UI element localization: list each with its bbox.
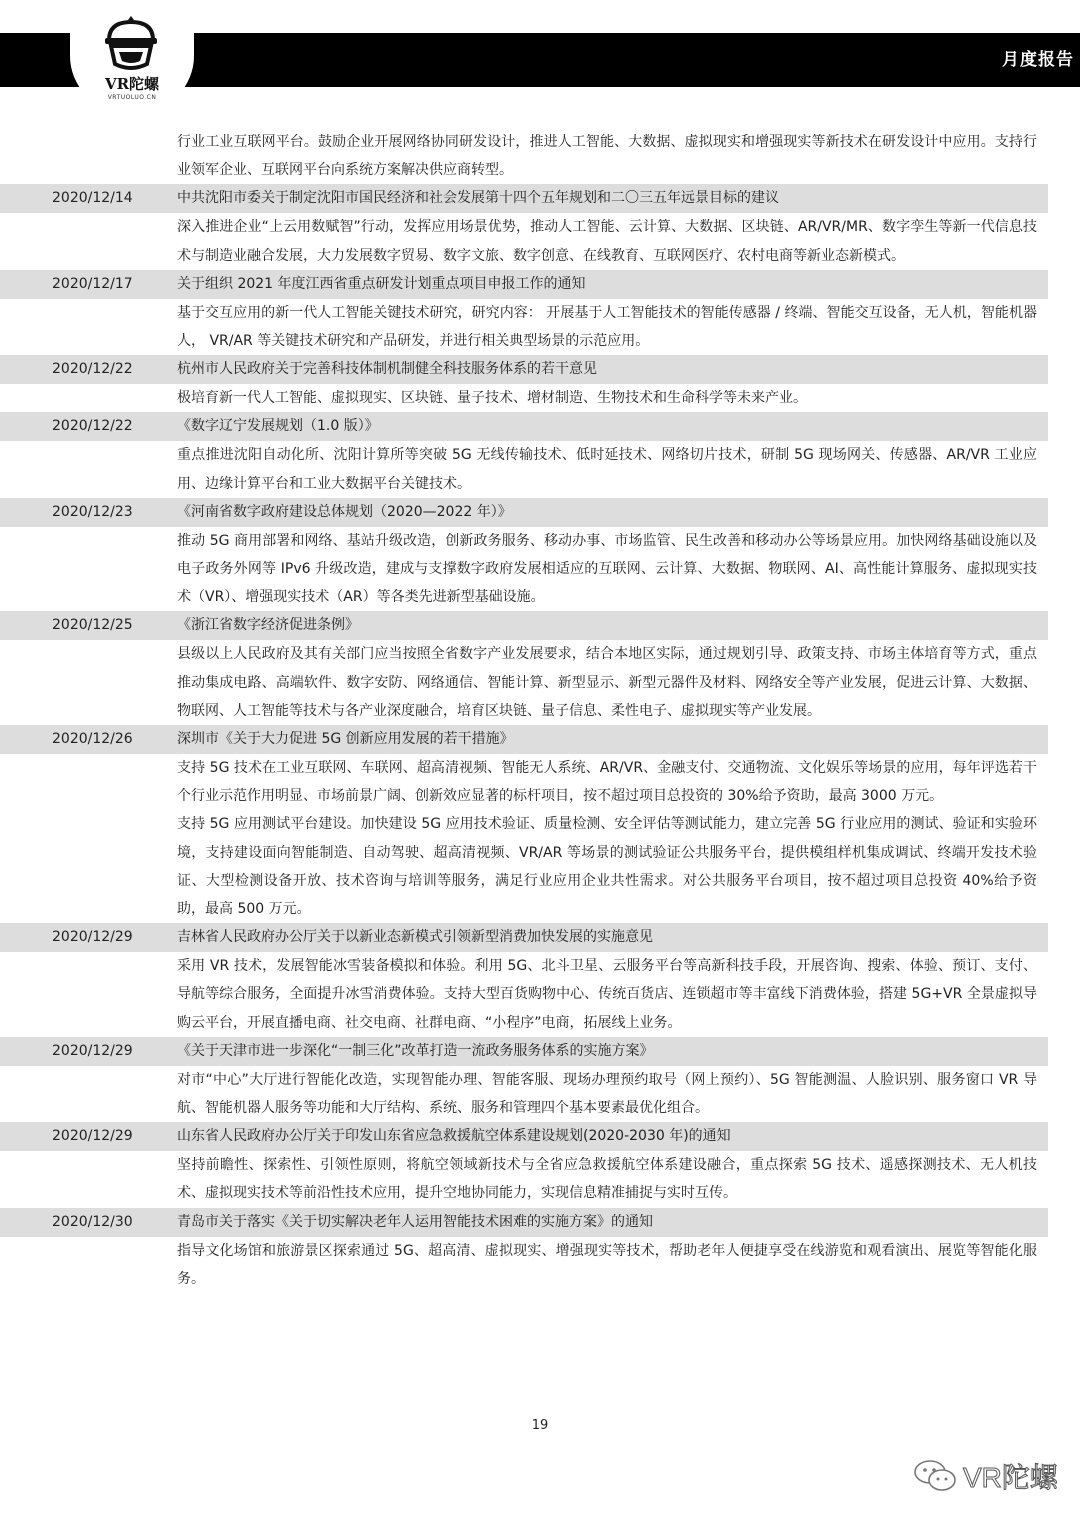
entry-date: 2020/12/29	[52, 1128, 133, 1145]
entry-date: 2020/12/29	[52, 1042, 133, 1059]
entry-date: 2020/12/23	[52, 503, 133, 520]
entry-paragraph: 支持 5G 技术在工业互联网、车联网、超高清视频、智能无人系统、AR/VR、金融支付、交通物流、文化娱乐等场景的应用，每年评选若干个行业示范作用明显、市场前景广阔、创新效应显著的标杆项目，按不超过项目总投资的 30%给予资助，最高 3000 万元。	[177, 760, 1037, 805]
entry-paragraph: 县级以上人民政府及其有关部门应当按照全省数字产业发展要求，结合本地区实际，通过规划引导、政策支持、市场主体培育等方式，重点推动集成电路、高端软件、数字安防、网络通信、智能计算、新型显示、新型元器件及材料、网络安全等产业发展，促进云计算、大数据、物联网、人工智能等技术与各产业深度融合，培育区块链、量子信息、柔性电子、虚拟现实等产业发展。	[177, 646, 1037, 719]
logo-url: VRTUOLUO.CN	[107, 94, 157, 101]
entry-header-row	[0, 611, 1048, 640]
policy-table	[0, 128, 1080, 1293]
entry-paragraph: 基于交互应用的新一代人工智能关键技术研究，研究内容： 开展基于人工智能技术的智能传感器 / 终端、智能交互设备，无人机，智能机器人， VR/AR 等关键技术研究和产品研发，并进行相关典型场景的示范应用。	[177, 304, 1037, 350]
entry-paragraph: 坚持前瞻性、探索性、引领性原则，将航空领域新技术与全省应急救援航空体系建设融合，重点探索 5G 技术、遥感探测技术、无人机技术、虚拟现实技术等前沿性技术应用，提升空地协同能力，实现信息精准捕捉与实时互传。	[177, 1157, 1037, 1202]
entry-date: 2020/12/22	[52, 418, 133, 435]
logo-wordmark: VR陀螺	[104, 75, 160, 93]
entry-header-row	[0, 1122, 1048, 1151]
helmet-logo-icon	[101, 14, 161, 76]
entry-date: 2020/12/29	[52, 929, 133, 946]
entry-header-row	[0, 498, 1048, 527]
entry-paragraph: 支持 5G 应用测试平台建设。加快建设 5G 应用技术验证、质量检测、安全评估等测试能力，建立完善 5G 行业应用的测试、验证和实验环境，支持建设面向智能制造、自动驾驶、超高清视频、VR/AR 等场景的测试验证公共服务平台，提供模组样机集成调试、终端开发技术验证、大型检测设备开放、技术咨询与培训等服务，满足行业应用企业共性需求。对公共服务平台项目，按不超过项目总投资 40%给予资助，最高 500 万元。	[177, 816, 1037, 918]
entries-list	[0, 184, 1080, 1293]
entry-paragraph: 对市“中心”大厅进行智能化改造，实现智能办理、智能客服、现场办理预约取号（网上预约）、5G 智能测温、人脸识别、服务窗口 VR 导航、智能机器人服务等功能和大厅结构、系统、服务和管理四个基本要素最优化组合。	[177, 1071, 1037, 1117]
entry-title: 山东省人民政府办公厅关于印发山东省应急救援航空体系建设规划(2020-2030 年)的通知	[177, 1128, 731, 1145]
entry-date: 2020/12/30	[52, 1213, 133, 1230]
entry-paragraph: 采用 VR 技术，发展智能冰雪装备模拟和体验。利用 5G、北斗卫星、云服务平台等高新科技手段，开展咨询、搜索、体验、预订、支付、导航等综合服务，全面提升冰雪消费体验。支持大型百货购物中心、传统百货店、连锁超市等丰富线下消费体验，搭建 5G+VR 全景虚拟导购云平台，开展直播电商、社交电商、社群电商、“小程序”电商，拓展线上业务。	[177, 958, 1037, 1031]
entry-title: 《数字辽宁发展规划（1.0 版）》	[177, 418, 379, 435]
entry-paragraph: 指导文化场馆和旅游景区探索通过 5G、超高清、虚拟现实、增强现实等技术，帮助老年人便捷享受在线游览和观看演出、展览等智能化服务。	[177, 1242, 1037, 1287]
entry-date: 2020/12/17	[52, 275, 133, 292]
entry-header-row	[0, 270, 1048, 299]
entry-header-row	[0, 184, 1048, 213]
entry-header-row	[0, 412, 1048, 441]
entry-header-row	[0, 923, 1048, 952]
entry-date: 2020/12/22	[52, 361, 133, 378]
entry-date: 2020/12/26	[52, 731, 133, 748]
entry-title: 中共沈阳市委关于制定沈阳市国民经济和社会发展第十四个五年规划和二〇三五年远景目标的建议	[177, 190, 779, 207]
report-type-label: 月度报告	[1002, 50, 1074, 70]
entry-date: 2020/12/14	[52, 190, 133, 207]
entry-header-row	[0, 1037, 1048, 1066]
entry-title: 青岛市关于落实《关于切实解决老年人运用智能技术困难的实施方案》的通知	[177, 1213, 653, 1230]
entry-title: 关于组织 2021 年度江西省重点研发计划重点项目申报工作的通知	[177, 275, 586, 292]
watermark-text: VR陀螺	[963, 1462, 1058, 1493]
entry-title: 吉林省人民政府办公厅关于以新业态新模式引领新型消费加快发展的实施意见	[177, 929, 653, 946]
entry-header-row	[0, 1208, 1048, 1237]
entry-header-row	[0, 355, 1048, 384]
entry-paragraph: 重点推进沈阳自动化所、沈阳计算所等突破 5G 无线传输技术、低时延技术、网络切片技术，研制 5G 现场网关、传感器、AR/VR 工业应用、边缘计算平台和工业大数据平台关键技术。	[177, 447, 1037, 492]
entry-date: 2020/12/25	[52, 617, 133, 634]
entry-title: 《浙江省数字经济促进条例》	[177, 617, 359, 634]
entry-paragraph: 极培育新一代人工智能、虚拟现实、区块链、量子技术、增材制造、生物技术和生命科学等未来产业。	[177, 390, 807, 407]
entry-title: 深圳市《关于大力促进 5G 创新应用发展的若干措施》	[177, 731, 514, 748]
entry-title: 《河南省数字政府建设总体规划（2020—2022 年）》	[177, 503, 512, 520]
page-number: 19	[531, 1418, 549, 1433]
entry-paragraph: 深入推进企业“上云用数赋智”行动，发挥应用场景优势，推动人工智能、云计算、大数据、区块链、AR/VR/MR、数字孪生等新一代信息技术与制造业融合发展，大力发展数字贸易、数字文旅、数字创意、在线教育、互联网医疗、农村电商等新业态新模式。	[177, 219, 1037, 264]
entry-header-row	[0, 725, 1048, 754]
entry-title: 《关于天津市进一步深化“一制三化”改革打造一流政务服务体系的实施方案》	[177, 1042, 654, 1059]
wechat-watermark-icon	[912, 1458, 958, 1492]
intro-paragraph: 行业工业互联网平台。鼓励企业开展网络协同研发设计，推进人工智能、大数据、虚拟现实和增强现实等新技术在研发设计中应用。支持行业领军企业、互联网平台向系统方案解决供应商转型。	[177, 134, 1037, 179]
entry-paragraph: 推动 5G 商用部署和网络、基站升级改造，创新政务服务、移动办事、市场监管、民生改善和移动办公等场景应用。加快网络基础设施以及电子政务外网等 IPv6 升级改造，建成与支撑数字政府发展相适应的互联网、云计算、大数据、物联网、AI、高性能计算服务、虚拟现实技术（VR）、增强现实技术（AR）等各类先进新型基础设施。	[177, 532, 1037, 606]
entry-title: 杭州市人民政府关于完善科技体制机制健全科技服务体系的若干意见	[177, 361, 597, 378]
